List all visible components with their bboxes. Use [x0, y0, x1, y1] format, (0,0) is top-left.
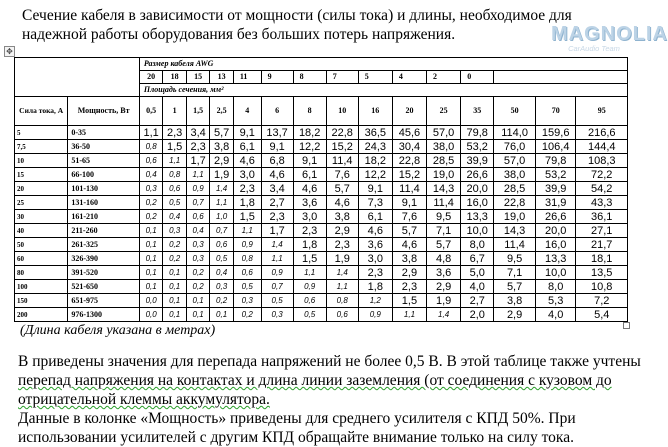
length-value-cell: 2,9	[494, 308, 536, 322]
power-cell: 161-210	[68, 210, 140, 224]
table-row	[15, 196, 628, 210]
length-value-cell: 7,3	[358, 196, 392, 210]
length-value-cell: 0,1	[139, 224, 162, 238]
length-value-cell: 0,1	[186, 308, 209, 322]
length-value-cell: 0,8	[326, 294, 358, 308]
paragraph-line: Данные в колонке «Мощность» приведены для среднего усилителя с КПД 50%. При	[18, 410, 576, 427]
length-value-cell: 22,8	[494, 196, 536, 210]
table-row	[15, 182, 628, 196]
awg-filler-cell	[494, 71, 628, 84]
header-current: Сила тока, А	[15, 97, 68, 126]
section-header-cell: 1,5	[186, 97, 209, 126]
awg-cell: 2	[427, 71, 461, 84]
length-value-cell: 0,3	[210, 280, 233, 294]
length-value-cell: 0,3	[233, 294, 261, 308]
length-value-cell: 0,1	[163, 266, 186, 280]
length-value-cell: 6,1	[358, 210, 392, 224]
length-value-cell: 2,9	[326, 224, 358, 238]
length-value-cell: 1,4	[427, 308, 461, 322]
length-value-cell: 3,8	[494, 294, 536, 308]
length-value-cell: 39,9	[535, 182, 576, 196]
length-value-cell: 1,4	[210, 182, 233, 196]
length-value-cell: 12,2	[293, 140, 326, 154]
length-value-cell: 11,4	[392, 182, 426, 196]
length-value-cell: 3,6	[358, 238, 392, 252]
section-header-cell: 1	[163, 97, 186, 126]
current-cell: 40	[15, 224, 68, 238]
length-value-cell: 0,4	[186, 224, 209, 238]
length-value-cell: 8,0	[535, 280, 576, 294]
length-value-cell: 36,1	[576, 210, 628, 224]
paragraph-line: отрицательной клеммы аккумулятора.	[18, 391, 270, 408]
length-value-cell: 38,0	[494, 168, 536, 182]
length-value-cell: 0,9	[358, 308, 392, 322]
length-value-cell: 9,1	[392, 196, 426, 210]
length-value-cell: 11,4	[326, 154, 358, 168]
length-value-cell: 2,7	[461, 294, 494, 308]
length-value-cell: 0,6	[326, 308, 358, 322]
length-value-cell: 2,3	[261, 210, 293, 224]
length-value-cell: 1,1	[139, 126, 162, 140]
length-value-cell: 1,5	[233, 210, 261, 224]
length-value-cell: 2,9	[427, 280, 461, 294]
length-value-cell: 0,0	[139, 294, 162, 308]
length-value-cell: 0,3	[139, 182, 162, 196]
current-cell: 60	[15, 252, 68, 266]
current-cell: 200	[15, 308, 68, 322]
table-move-handle-icon[interactable]: ✥	[4, 46, 15, 57]
length-value-cell: 2,3	[293, 224, 326, 238]
length-value-cell: 5,3	[535, 294, 576, 308]
length-value-cell: 2,3	[358, 266, 392, 280]
length-value-cell: 0,1	[163, 308, 186, 322]
length-value-cell: 79,8	[461, 126, 494, 140]
length-value-cell: 3,8	[326, 210, 358, 224]
length-value-cell: 3,0	[358, 252, 392, 266]
length-value-cell: 11,4	[427, 196, 461, 210]
length-value-cell: 1,9	[210, 168, 233, 182]
length-value-cell: 9,1	[261, 140, 293, 154]
length-value-cell: 4,0	[461, 280, 494, 294]
power-cell: 36-50	[68, 140, 140, 154]
length-value-cell: 0,1	[139, 266, 162, 280]
length-value-cell: 31,9	[535, 196, 576, 210]
length-value-cell: 0,7	[186, 196, 209, 210]
section-header-cell: 20	[392, 97, 426, 126]
length-value-cell: 2,9	[392, 266, 426, 280]
section-header-cell: 10	[326, 97, 358, 126]
length-value-cell: 2,3	[186, 140, 209, 154]
cable-section-table	[14, 57, 628, 322]
length-value-cell: 3,6	[427, 266, 461, 280]
length-value-cell: 43,3	[576, 196, 628, 210]
length-value-cell: 108,3	[576, 154, 628, 168]
length-value-cell: 53,2	[535, 168, 576, 182]
length-value-cell: 0,6	[186, 210, 209, 224]
current-cell: 5	[15, 126, 68, 140]
length-value-cell: 4,6	[392, 238, 426, 252]
table-row	[15, 308, 628, 322]
length-value-cell: 79,8	[535, 154, 576, 168]
section-header-cell: 0,5	[139, 97, 162, 126]
length-value-cell: 4,6	[293, 182, 326, 196]
current-cell: 7,5	[15, 140, 68, 154]
length-value-cell: 2,3	[233, 182, 261, 196]
table-row	[15, 126, 628, 140]
current-cell: 100	[15, 280, 68, 294]
length-value-cell: 24,3	[358, 140, 392, 154]
length-value-cell: 2,7	[261, 196, 293, 210]
length-value-cell: 0,5	[293, 308, 326, 322]
length-value-cell: 19,0	[494, 210, 536, 224]
length-value-cell: 0,2	[210, 294, 233, 308]
section-header-cell: 4	[233, 97, 261, 126]
length-value-cell: 2,3	[163, 126, 186, 140]
length-value-cell: 1,4	[261, 238, 293, 252]
length-value-cell: 13,3	[461, 210, 494, 224]
length-value-cell: 4,6	[326, 196, 358, 210]
length-value-cell: 22,8	[392, 154, 426, 168]
length-value-cell: 0,1	[210, 308, 233, 322]
length-value-cell: 1,7	[261, 224, 293, 238]
length-value-cell: 0,8	[139, 140, 162, 154]
length-value-cell: 0,1	[139, 252, 162, 266]
length-value-cell: 18,2	[358, 154, 392, 168]
length-value-cell: 0,6	[139, 154, 162, 168]
length-value-cell: 13,3	[535, 252, 576, 266]
power-cell: 326-390	[68, 252, 140, 266]
section-header-cell: 16	[358, 97, 392, 126]
length-value-cell: 0,9	[233, 238, 261, 252]
length-value-cell: 1,1	[261, 252, 293, 266]
length-value-cell: 0,2	[233, 308, 261, 322]
length-value-cell: 20,0	[535, 224, 576, 238]
length-value-cell: 6,7	[461, 252, 494, 266]
length-value-cell: 0,7	[210, 224, 233, 238]
section-header-cell: 8	[293, 97, 326, 126]
length-value-cell: 11,4	[494, 238, 536, 252]
current-cell: 30	[15, 210, 68, 224]
current-cell: 150	[15, 294, 68, 308]
table-row	[15, 280, 628, 294]
length-value-cell: 0,8	[233, 252, 261, 266]
length-value-cell: 0,2	[163, 238, 186, 252]
table-corner-cell	[15, 58, 140, 97]
length-value-cell: 30,4	[392, 140, 426, 154]
length-value-cell: 4,6	[233, 154, 261, 168]
power-cell: 131-160	[68, 196, 140, 210]
length-value-cell: 5,7	[392, 224, 426, 238]
length-value-cell: 216,6	[576, 126, 628, 140]
length-value-cell: 9,1	[233, 126, 261, 140]
power-cell: 211-260	[68, 224, 140, 238]
section-header-cell: 6	[261, 97, 293, 126]
power-cell: 521-650	[68, 280, 140, 294]
length-value-cell: 106,4	[535, 140, 576, 154]
length-value-cell: 114,0	[494, 126, 536, 140]
length-value-cell: 38,0	[427, 140, 461, 154]
length-value-cell: 27,1	[576, 224, 628, 238]
length-value-cell: 5,7	[210, 126, 233, 140]
length-value-cell: 22,8	[326, 126, 358, 140]
length-value-cell: 2,3	[326, 238, 358, 252]
length-value-cell: 8,0	[461, 238, 494, 252]
length-value-cell: 16,0	[461, 196, 494, 210]
length-value-cell: 26,6	[535, 210, 576, 224]
table-row	[15, 294, 628, 308]
length-value-cell: 53,2	[461, 140, 494, 154]
table-row	[15, 224, 628, 238]
paragraph-line: использовании усилителей с другим КПД обращайте внимание только на силу тока.	[18, 429, 574, 446]
length-value-cell: 3,4	[261, 182, 293, 196]
length-value-cell: 9,1	[293, 154, 326, 168]
length-value-cell: 2,3	[392, 280, 426, 294]
length-value-cell: 15,2	[392, 168, 426, 182]
length-value-cell: 0,5	[261, 294, 293, 308]
length-value-cell: 1,1	[233, 224, 261, 238]
watermark-brand: MAGNOLIA	[551, 23, 668, 45]
awg-cell: 15	[186, 71, 209, 84]
paragraph-line: перепад напряжения на контактах и длина линии заземления (от соединения с кузовом до	[18, 372, 612, 389]
length-value-cell: 0,3	[186, 238, 209, 252]
length-value-cell: 0,1	[163, 294, 186, 308]
table-row	[15, 266, 628, 280]
length-value-cell: 0,1	[139, 238, 162, 252]
length-value-cell: 0,3	[186, 252, 209, 266]
table-row	[15, 168, 628, 182]
table-row	[15, 238, 628, 252]
length-value-cell: 7,1	[427, 224, 461, 238]
length-value-cell: 3,4	[186, 126, 209, 140]
length-value-cell: 3,6	[293, 196, 326, 210]
length-value-cell: 45,6	[392, 126, 426, 140]
current-cell: 20	[15, 182, 68, 196]
length-value-cell: 21,7	[576, 238, 628, 252]
length-value-cell: 10,0	[535, 266, 576, 280]
length-value-cell: 36,5	[358, 126, 392, 140]
length-value-cell: 2,9	[210, 154, 233, 168]
length-value-cell: 1,1	[186, 168, 209, 182]
length-value-cell: 1,8	[358, 280, 392, 294]
table-row	[15, 154, 628, 168]
length-value-cell: 13,5	[576, 266, 628, 280]
length-value-cell: 0,6	[233, 266, 261, 280]
length-value-cell: 1,5	[163, 140, 186, 154]
length-value-cell: 0,4	[210, 266, 233, 280]
length-value-cell: 0,3	[163, 224, 186, 238]
explanation-paragraph	[18, 352, 641, 447]
length-value-cell: 12,2	[358, 168, 392, 182]
length-value-cell: 0,1	[163, 280, 186, 294]
length-value-cell: 1,8	[233, 196, 261, 210]
length-value-cell: 0,8	[163, 168, 186, 182]
power-cell: 51-65	[68, 154, 140, 168]
length-value-cell: 7,6	[392, 210, 426, 224]
length-value-cell: 1,8	[293, 238, 326, 252]
length-value-cell: 0,2	[139, 210, 162, 224]
length-value-cell: 4,6	[358, 224, 392, 238]
length-value-cell: 0,6	[210, 238, 233, 252]
paragraph-line: В приведены значения для перепада напряжений не более 0,5 В. В этой таблице также учтены	[18, 353, 641, 370]
current-cell: 10	[15, 154, 68, 168]
length-value-cell: 57,0	[427, 126, 461, 140]
awg-cell: 13	[210, 71, 233, 84]
length-value-cell: 57,0	[494, 154, 536, 168]
length-value-cell: 1,1	[210, 196, 233, 210]
section-header-cell: 70	[535, 97, 576, 126]
awg-cell: 18	[163, 71, 186, 84]
length-value-cell: 7,6	[326, 168, 358, 182]
length-value-cell: 0,4	[139, 168, 162, 182]
length-value-cell: 39,9	[461, 154, 494, 168]
awg-cell: 11	[233, 71, 261, 84]
length-value-cell: 1,2	[358, 294, 392, 308]
length-note: (Длина кабеля указана в метрах)	[20, 323, 216, 338]
length-value-cell: 1,4	[326, 266, 358, 280]
power-cell: 391-520	[68, 266, 140, 280]
current-cell: 50	[15, 238, 68, 252]
length-value-cell: 72,2	[576, 168, 628, 182]
length-value-cell: 5,4	[576, 308, 628, 322]
length-value-cell: 26,6	[461, 168, 494, 182]
length-value-cell: 0,2	[139, 196, 162, 210]
length-value-cell: 3,8	[392, 252, 426, 266]
watermark-subtitle: CarAudio Team	[568, 44, 620, 53]
length-value-cell: 14,3	[494, 224, 536, 238]
length-value-cell: 0,4	[163, 210, 186, 224]
length-value-cell: 0,7	[261, 280, 293, 294]
length-value-cell: 28,5	[494, 182, 536, 196]
length-value-cell: 0,6	[163, 182, 186, 196]
section-header-cell: 95	[576, 97, 628, 126]
length-value-cell: 14,3	[427, 182, 461, 196]
length-value-cell: 0,9	[261, 266, 293, 280]
table-row	[15, 210, 628, 224]
length-value-cell: 0,9	[293, 280, 326, 294]
current-cell: 80	[15, 266, 68, 280]
length-value-cell: 9,5	[494, 252, 536, 266]
awg-cell: 0	[461, 71, 494, 84]
power-cell: 0-35	[68, 126, 140, 140]
length-value-cell: 10,8	[576, 280, 628, 294]
awg-cell: 4	[392, 71, 426, 84]
length-value-cell: 6,1	[233, 140, 261, 154]
awg-cell: 8	[293, 71, 326, 84]
length-value-cell: 2,0	[461, 308, 494, 322]
length-value-cell: 0,2	[186, 266, 209, 280]
length-value-cell: 28,5	[427, 154, 461, 168]
section-header-cell: 50	[494, 97, 536, 126]
table-row	[15, 252, 628, 266]
length-value-cell: 3,0	[233, 168, 261, 182]
length-value-cell: 1,7	[186, 154, 209, 168]
length-value-cell: 18,1	[576, 252, 628, 266]
length-value-cell: 0,2	[163, 252, 186, 266]
power-cell: 976-1300	[68, 308, 140, 322]
length-value-cell: 6,8	[261, 154, 293, 168]
length-value-cell: 0,5	[233, 280, 261, 294]
table-resize-handle[interactable]	[623, 322, 630, 329]
length-value-cell: 9,1	[358, 182, 392, 196]
length-value-cell: 144,4	[576, 140, 628, 154]
length-value-cell: 9,5	[427, 210, 461, 224]
power-cell: 261-325	[68, 238, 140, 252]
length-value-cell: 0,6	[293, 294, 326, 308]
length-value-cell: 1,5	[392, 294, 426, 308]
length-value-cell: 1,1	[163, 154, 186, 168]
document-heading: Сечение кабеля в зависимости от мощности (силы тока) и длины, необходимое для надежной работы оборудования без больших потерь напряжения.	[22, 7, 572, 43]
awg-cell: 7	[326, 71, 358, 84]
section-header-cell: 2,5	[210, 97, 233, 126]
length-value-cell: 1,9	[427, 294, 461, 308]
awg-cell: 20	[139, 71, 162, 84]
power-cell: 101-130	[68, 182, 140, 196]
header-power: Мощность, Вт	[68, 97, 140, 126]
length-value-cell: 5,7	[427, 238, 461, 252]
length-value-cell: 13,7	[261, 126, 293, 140]
length-value-cell: 4,0	[535, 308, 576, 322]
length-value-cell: 4,8	[427, 252, 461, 266]
length-value-cell: 3,8	[210, 140, 233, 154]
length-value-cell: 0,9	[186, 182, 209, 196]
length-value-cell: 5,7	[494, 280, 536, 294]
power-cell: 651-975	[68, 294, 140, 308]
length-value-cell: 0,5	[163, 196, 186, 210]
length-value-cell: 1,1	[293, 266, 326, 280]
length-value-cell: 0,1	[186, 294, 209, 308]
current-cell: 25	[15, 196, 68, 210]
section-header-cell: 25	[427, 97, 461, 126]
length-value-cell: 0,5	[210, 252, 233, 266]
power-cell: 66-100	[68, 168, 140, 182]
length-value-cell: 1,9	[326, 252, 358, 266]
length-value-cell: 0,0	[139, 308, 162, 322]
table-title: Размер кабеля AWG	[139, 58, 627, 71]
length-value-cell: 7,1	[494, 266, 536, 280]
length-value-cell: 7,2	[576, 294, 628, 308]
length-value-cell: 159,6	[535, 126, 576, 140]
length-value-cell: 5,7	[326, 182, 358, 196]
area-label: Площадь сечения, мм²	[139, 84, 627, 97]
length-value-cell: 1,1	[326, 280, 358, 294]
awg-cell: 9	[261, 71, 293, 84]
length-value-cell: 19,0	[427, 168, 461, 182]
length-value-cell: 0,3	[261, 308, 293, 322]
section-header-cell: 35	[461, 97, 494, 126]
length-value-cell: 10,0	[461, 224, 494, 238]
length-value-cell: 5,0	[461, 266, 494, 280]
current-cell: 15	[15, 168, 68, 182]
length-value-cell: 76,0	[494, 140, 536, 154]
length-value-cell: 1,5	[293, 252, 326, 266]
length-value-cell: 16,0	[535, 238, 576, 252]
length-value-cell: 1,1	[392, 308, 426, 322]
length-value-cell: 15,2	[326, 140, 358, 154]
length-value-cell: 0,1	[139, 280, 162, 294]
length-value-cell: 18,2	[293, 126, 326, 140]
length-value-cell: 20,0	[461, 182, 494, 196]
length-value-cell: 3,0	[293, 210, 326, 224]
length-value-cell: 1,0	[210, 210, 233, 224]
table-row	[15, 140, 628, 154]
length-value-cell: 0,2	[186, 280, 209, 294]
length-value-cell: 6,1	[293, 168, 326, 182]
awg-cell: 5	[358, 71, 392, 84]
brand-watermark	[551, 23, 668, 53]
length-value-cell: 54,2	[576, 182, 628, 196]
length-value-cell: 4,6	[261, 168, 293, 182]
